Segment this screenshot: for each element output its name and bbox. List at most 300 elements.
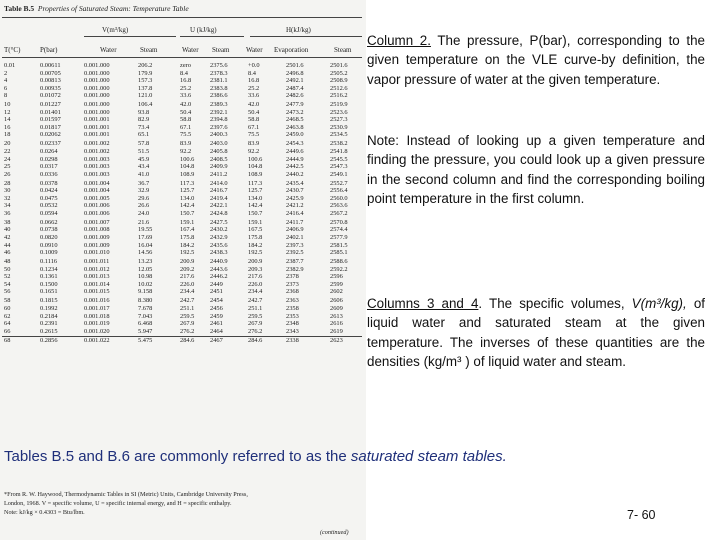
cell-u-steam: 2416.7 <box>210 187 228 195</box>
cell-v-water: 0.001.001 <box>84 131 110 139</box>
cell-temperature: 38 <box>4 218 11 226</box>
cell-temperature: 14 <box>4 116 11 124</box>
cell-v-steam: 121.0 <box>138 92 153 100</box>
cell-u-steam: 2414.0 <box>210 179 228 187</box>
cell-v-steam: 16.04 <box>138 241 153 249</box>
cell-temperature: 0.01 <box>4 62 16 69</box>
table-row <box>0 297 366 305</box>
cell-v-steam: 43.4 <box>138 163 150 171</box>
cell-temperature: 36 <box>4 209 11 217</box>
table-row <box>0 313 366 321</box>
cell-h-water: 217.6 <box>248 273 263 281</box>
cell-h-water: 226.0 <box>248 280 263 288</box>
cell-pressure: 0.0264 <box>40 148 58 156</box>
cell-h-steam: 2549.1 <box>330 170 348 178</box>
cell-v-steam: 10.02 <box>138 280 153 288</box>
cell-pressure: 0.01401 <box>40 108 61 116</box>
cell-u-water: 217.6 <box>180 273 195 281</box>
table-subtitle: Properties of Saturated Steam: Temperature Table <box>37 4 189 13</box>
cell-u-water: 276.2 <box>180 327 195 335</box>
cell-h-water: 175.8 <box>248 234 263 242</box>
cell-h-water: 251.1 <box>248 304 263 312</box>
table-continued-label: (continued) <box>320 529 349 536</box>
cell-h-steam: 2596 <box>330 273 343 281</box>
cell-v-water: 0.001.003 <box>84 170 110 178</box>
cell-pressure: 0.0378 <box>40 179 58 187</box>
cell-h-evaporation: 2463.8 <box>286 123 304 131</box>
col-header-pressure: P(bar) <box>40 46 58 54</box>
cell-h-steam: 2602 <box>330 288 343 296</box>
cell-pressure: 0.1500 <box>40 280 58 288</box>
cell-temperature: 60 <box>4 304 11 312</box>
cell-v-steam: 93.8 <box>138 108 150 116</box>
cell-pressure: 0.2615 <box>40 327 58 335</box>
cell-h-water: 276.2 <box>248 327 263 335</box>
cell-temperature: 48 <box>4 258 11 266</box>
cell-v-steam: 19.55 <box>138 226 153 234</box>
cell-u-water: 16.8 <box>180 77 192 85</box>
cell-temperature: 54 <box>4 280 11 288</box>
cell-h-water: 104.8 <box>248 163 263 171</box>
cell-u-water: 50.4 <box>180 108 192 116</box>
cell-temperature: 40 <box>4 226 11 234</box>
cell-u-water: 175.8 <box>180 234 195 242</box>
cell-u-water: 33.6 <box>180 92 192 100</box>
table-row <box>0 187 366 195</box>
cell-h-water: 200.9 <box>248 258 263 266</box>
cell-h-steam: 2560.0 <box>330 194 348 202</box>
cell-temperature: 32 <box>4 194 11 202</box>
cell-v-water: 0.001.001 <box>84 123 110 131</box>
cell-v-steam: 8.380 <box>138 297 153 305</box>
cell-h-water: 150.7 <box>248 209 263 217</box>
cell-u-steam: 2438.3 <box>210 249 228 257</box>
table-row <box>0 131 366 139</box>
cell-pressure: 0.1992 <box>40 304 58 312</box>
table-row <box>0 85 366 93</box>
cell-h-water: 83.9 <box>248 140 260 148</box>
cell-u-steam: 2464 <box>210 327 223 335</box>
cell-u-water: 142.4 <box>180 202 195 210</box>
cell-h-water: 209.3 <box>248 265 263 273</box>
explanation-column-2-text: The pressure, P(bar), corresponding to the given temperature on the VLE curve-by definition, the vapor pressure of water at the given temperature. <box>367 33 705 87</box>
cell-u-water: 117.3 <box>180 179 195 187</box>
cell-h-evaporation: 2348 <box>286 320 299 328</box>
cell-v-steam: 82.9 <box>138 116 150 124</box>
cell-pressure: 0.1234 <box>40 265 58 273</box>
cell-u-steam: 2405.8 <box>210 148 228 156</box>
cell-pressure: 0.01227 <box>40 101 61 109</box>
cell-u-steam: 2459 <box>210 312 223 320</box>
cell-v-steam: 7.678 <box>138 304 153 312</box>
cell-pressure: 0.01597 <box>40 116 61 124</box>
table-rule-bottom <box>2 336 362 337</box>
cell-u-steam: 2435.6 <box>210 241 228 249</box>
cell-v-steam: 13.23 <box>138 258 153 266</box>
cell-temperature: 18 <box>4 131 11 139</box>
cell-u-water: 200.9 <box>180 258 195 266</box>
table-row <box>0 219 366 227</box>
cell-pressure: 0.00705 <box>40 69 61 77</box>
cell-v-steam: 36.7 <box>138 179 150 187</box>
cell-u-water: 104.8 <box>180 163 195 171</box>
table-row <box>0 258 366 266</box>
col-header-v-steam: Steam <box>140 46 158 54</box>
cell-h-water: 284.6 <box>248 336 263 344</box>
cell-h-steam: 2588.6 <box>330 258 348 266</box>
cell-pressure: 0.0475 <box>40 194 58 202</box>
cell-temperature: 50 <box>4 265 11 273</box>
cell-v-water: 0.001.013 <box>84 273 110 281</box>
cell-temperature: 52 <box>4 273 11 281</box>
cell-h-steam: 2581.5 <box>330 241 348 249</box>
cell-v-water: 0.001.020 <box>84 327 110 335</box>
cell-v-steam: 41.0 <box>138 170 150 178</box>
cell-temperature: 28 <box>4 179 11 187</box>
cell-u-water: 192.5 <box>180 249 195 257</box>
cell-h-steam: 2619 <box>330 327 343 335</box>
cell-u-water: 75.5 <box>180 131 192 139</box>
cell-h-evaporation: 2373 <box>286 280 299 288</box>
table-row <box>0 124 366 132</box>
cell-v-steam: 106.4 <box>138 101 153 109</box>
cell-v-water: 0.001.012 <box>84 265 110 273</box>
table-row <box>0 273 366 281</box>
col-header-h-steam: Steam <box>334 46 352 54</box>
cell-v-steam: 157.3 <box>138 77 153 85</box>
cell-v-water: 0.001.006 <box>84 209 110 217</box>
cell-u-water: 226.0 <box>180 280 195 288</box>
cell-pressure: 0.1116 <box>40 258 58 266</box>
cell-h-steam: 2552.7 <box>330 179 348 187</box>
cell-u-water: 83.9 <box>180 140 192 148</box>
cell-h-evaporation: 2468.5 <box>286 116 304 124</box>
cell-h-water: 267.9 <box>248 320 263 328</box>
cell-v-water: 0.001.004 <box>84 187 110 195</box>
cell-h-evaporation: 2392.5 <box>286 249 304 257</box>
table-row <box>0 337 366 345</box>
cell-h-water: 92.2 <box>248 148 260 156</box>
cell-pressure: 0.0594 <box>40 209 58 217</box>
cell-v-water: 0.001.009 <box>84 234 110 242</box>
cell-temperature: 58 <box>4 297 11 305</box>
cell-pressure: 0.00813 <box>40 77 61 85</box>
cell-v-water: 0.001.007 <box>84 218 110 226</box>
explanation-note-label: Note: <box>367 133 400 148</box>
cell-u-steam: 2446.2 <box>210 273 228 281</box>
cell-v-steam: 73.4 <box>138 123 150 131</box>
cell-h-water: 259.5 <box>248 312 263 320</box>
cell-v-steam: 12.05 <box>138 265 153 273</box>
cell-h-evaporation: 2397.3 <box>286 241 304 249</box>
cell-u-steam: 2408.5 <box>210 155 228 163</box>
cell-h-evaporation: 2416.4 <box>286 209 304 217</box>
table-row <box>0 328 366 336</box>
cell-h-water: 25.2 <box>248 84 260 92</box>
cell-h-steam: 2599 <box>330 280 343 288</box>
cell-h-steam: 2613 <box>330 312 343 320</box>
cell-v-water: 0.001.006 <box>84 202 110 210</box>
table-row <box>0 140 366 148</box>
cell-h-evaporation: 2449.6 <box>286 148 304 156</box>
cell-h-water: 75.5 <box>248 131 260 139</box>
cell-pressure: 0.1361 <box>40 273 58 281</box>
explanation-columns-3-4-text: of liquid water and saturated steam at the given temperature. The inverses of these quantities are the densities (kg/m³ ) of liquid water and steam. <box>367 296 706 370</box>
cell-h-water: 108.9 <box>248 170 263 178</box>
cell-h-evaporation: 2487.4 <box>286 84 304 92</box>
cell-temperature: 64 <box>4 320 11 328</box>
cell-h-steam: 2616 <box>330 320 343 328</box>
cell-v-water: 0.001.001 <box>84 116 110 124</box>
cell-u-steam: 2386.6 <box>210 92 228 100</box>
cell-u-steam: 2456 <box>210 304 223 312</box>
cell-h-water: 242.7 <box>248 297 263 305</box>
table-row <box>0 234 366 242</box>
cell-v-steam: 45.9 <box>138 155 150 163</box>
cell-h-steam: 2567.2 <box>330 209 348 217</box>
table-row <box>0 92 366 100</box>
cell-u-water: 159.1 <box>180 218 195 226</box>
cell-u-water: 42.0 <box>180 101 192 109</box>
cell-h-steam: 2547.3 <box>330 163 348 171</box>
cell-v-water: 0.001.008 <box>84 226 110 234</box>
cell-temperature: 2 <box>4 69 8 77</box>
table-rule-top <box>2 17 362 18</box>
cell-h-steam: 2609 <box>330 304 343 312</box>
cell-pressure: 0.2184 <box>40 312 58 320</box>
cell-h-steam: 2577.9 <box>330 234 348 242</box>
cell-h-water: 50.4 <box>248 108 260 116</box>
cell-v-steam: 6.468 <box>138 320 153 328</box>
cell-h-water: 100.6 <box>248 155 263 163</box>
table-row <box>0 116 366 124</box>
col-header-temperature: T(°C) <box>4 46 21 54</box>
cell-temperature: 22 <box>4 148 11 156</box>
cell-h-steam: 2592.2 <box>330 265 348 273</box>
cell-u-steam: 2409.9 <box>210 163 228 171</box>
cell-u-steam: 2411.2 <box>210 170 228 178</box>
specific-volume-symbol: V(m³/kg), <box>631 296 687 311</box>
cell-temperature: 24 <box>4 155 11 163</box>
cell-v-steam: 9.158 <box>138 288 153 296</box>
table-body <box>0 62 366 344</box>
cell-u-steam: 2454 <box>210 297 223 305</box>
cell-v-water: 0.001.003 <box>84 155 110 163</box>
cell-u-water: 58.8 <box>180 116 192 124</box>
cell-v-steam: 10.98 <box>138 273 153 281</box>
cell-v-water: 0.001.010 <box>84 249 110 257</box>
cell-temperature: 30 <box>4 187 11 195</box>
cell-temperature: 34 <box>4 202 11 210</box>
cell-h-evaporation: 2363 <box>286 297 299 305</box>
cell-v-water: 0.001.014 <box>84 280 110 288</box>
cell-v-steam: 179.9 <box>138 69 153 77</box>
cell-h-steam: 2541.8 <box>330 148 348 156</box>
explanation-column-2 <box>367 31 705 89</box>
cell-h-water: 134.0 <box>248 194 263 202</box>
cell-temperature: 62 <box>4 312 11 320</box>
col-header-h-water: Water <box>246 46 263 54</box>
cell-u-water: 167.4 <box>180 226 195 234</box>
cell-h-water: 125.7 <box>248 187 263 195</box>
cell-h-evaporation: 2425.9 <box>286 194 304 202</box>
table-row <box>0 62 366 70</box>
cell-temperature: 12 <box>4 108 11 116</box>
explanation-note-text: Instead of looking up a given temperature and finding the pressure, you could look up a given pressure in the second column and find the corresponding boiling point temperature in the first column. <box>367 133 705 207</box>
cell-u-water: 150.7 <box>180 209 195 217</box>
cell-h-evaporation: 2421.2 <box>286 202 304 210</box>
caption-emphasis: saturated steam tables. <box>350 448 507 465</box>
cell-h-steam: 2516.2 <box>330 92 348 100</box>
cell-u-water: 234.4 <box>180 288 195 296</box>
page-number: 7- 60 <box>627 508 656 522</box>
cell-h-water: 184.2 <box>248 241 263 249</box>
cell-h-water: 117.3 <box>248 179 263 187</box>
cell-h-water: +0.0 <box>248 62 260 69</box>
cell-h-evaporation: 2411.7 <box>286 218 304 226</box>
cell-h-evaporation: 2473.2 <box>286 108 304 116</box>
cell-u-water: 8.4 <box>180 69 188 77</box>
cell-h-evaporation: 2387.7 <box>286 258 304 266</box>
cell-h-evaporation: 2353 <box>286 312 299 320</box>
cell-temperature: 10 <box>4 101 11 109</box>
cell-v-water: 0.001.000 <box>84 77 110 85</box>
cell-u-steam: 2400.3 <box>210 131 228 139</box>
cell-h-evaporation: 2482.6 <box>286 92 304 100</box>
caption-text: Tables B.5 and B.6 are commonly referred to as the <box>4 448 351 465</box>
cell-v-water: 0.001.017 <box>84 304 110 312</box>
cell-v-water: 0.001.000 <box>84 69 110 77</box>
cell-pressure: 0.02062 <box>40 131 61 139</box>
cell-h-water: 192.5 <box>248 249 263 257</box>
cell-v-steam: 65.1 <box>138 131 150 139</box>
cell-u-water: 134.0 <box>180 194 195 202</box>
cell-h-steam: 2545.5 <box>330 155 348 163</box>
cell-v-water: 0.001.000 <box>84 108 110 116</box>
cell-v-water: 0.001.004 <box>84 179 110 187</box>
table-row <box>0 70 366 78</box>
cell-v-water: 0.001.000 <box>84 62 110 69</box>
cell-u-water: 100.6 <box>180 155 195 163</box>
cell-pressure: 0.0336 <box>40 170 58 178</box>
explanation-column-2-label: Column 2. <box>367 33 431 48</box>
cell-h-evaporation: 2459.0 <box>286 131 304 139</box>
cell-h-water: 33.6 <box>248 92 260 100</box>
cell-temperature: 46 <box>4 249 11 257</box>
table-row <box>0 156 366 164</box>
cell-pressure: 0.0317 <box>40 163 58 171</box>
cell-h-steam: 2570.8 <box>330 218 348 226</box>
table-row <box>0 226 366 234</box>
cell-pressure: 0.00935 <box>40 84 61 92</box>
cell-pressure: 0.0662 <box>40 218 58 226</box>
cell-v-water: 0.001.016 <box>84 297 110 305</box>
cell-u-water: 259.5 <box>180 312 195 320</box>
cell-u-steam: 2443.6 <box>210 265 228 273</box>
cell-h-evaporation: 2382.9 <box>286 265 304 273</box>
cell-h-steam: 2563.6 <box>330 202 348 210</box>
cell-u-steam: 2449 <box>210 280 223 288</box>
cell-u-water: 25.2 <box>180 84 192 92</box>
cell-pressure: 0.1815 <box>40 297 58 305</box>
cell-pressure: 0.0738 <box>40 226 58 234</box>
table-row <box>0 320 366 328</box>
cell-u-steam: 2424.8 <box>210 209 228 217</box>
cell-u-steam: 2419.4 <box>210 194 228 202</box>
cell-pressure: 0.2856 <box>40 336 58 344</box>
cell-h-steam: 2519.9 <box>330 101 348 109</box>
cell-h-water: 16.8 <box>248 77 260 85</box>
table-footnote-symbols: London, 1968. V = specific volume, U = specific internal energy, and H = specific enthalpy. <box>4 500 232 507</box>
cell-v-water: 0.001.015 <box>84 288 110 296</box>
volume-unit-header: V(m³/kg) <box>102 26 129 34</box>
cell-u-steam: 2378.3 <box>210 69 228 77</box>
cell-u-water: 67.1 <box>180 123 192 131</box>
col-header-u-water: Water <box>182 46 199 54</box>
cell-u-steam: 2375.6 <box>210 62 228 69</box>
cell-pressure: 0.1009 <box>40 249 58 257</box>
cell-u-steam: 2432.9 <box>210 234 228 242</box>
cell-v-steam: 32.9 <box>138 187 150 195</box>
table-footnote-conversion: Note: kJ/kg × 0.4303 = Btu/lbm. <box>4 509 85 516</box>
cell-h-water: 8.4 <box>248 69 256 77</box>
table-footnote-source: *From R. W. Haywood, Thermodynamic Tables in SI (Metric) Units, Cambridge University Press, <box>4 491 248 498</box>
cell-h-evaporation: 2496.8 <box>286 69 304 77</box>
cell-pressure: 0.0298 <box>40 155 58 163</box>
cell-v-steam: 26.6 <box>138 202 150 210</box>
cell-h-steam: 2574.4 <box>330 226 348 234</box>
table-row <box>0 202 366 210</box>
cell-h-evaporation: 2378 <box>286 273 299 281</box>
cell-pressure: 0.01817 <box>40 123 61 131</box>
cell-u-steam: 2397.6 <box>210 123 228 131</box>
cell-h-water: 42.0 <box>248 101 260 109</box>
cell-h-evaporation: 2444.9 <box>286 155 304 163</box>
cell-temperature: 44 <box>4 241 11 249</box>
table-row <box>0 266 366 274</box>
table-row <box>0 288 366 296</box>
cell-h-evaporation: 2501.6 <box>286 62 304 69</box>
cell-h-steam: 2527.3 <box>330 116 348 124</box>
cell-v-water: 0.001.022 <box>84 336 110 344</box>
cell-v-steam: 5.947 <box>138 327 153 335</box>
cell-h-steam: 2556.4 <box>330 187 348 195</box>
cell-pressure: 0.01072 <box>40 92 61 100</box>
cell-temperature: 26 <box>4 170 11 178</box>
table-title: Table B.5 Properties of Saturated Steam: Temperature Table <box>4 4 189 13</box>
cell-temperature: 6 <box>4 84 8 92</box>
cell-v-water: 0.001.000 <box>84 84 110 92</box>
cell-h-evaporation: 2402.1 <box>286 234 304 242</box>
cell-pressure: 0.0910 <box>40 241 58 249</box>
cell-u-water: 209.2 <box>180 265 195 273</box>
cell-h-evaporation: 2442.5 <box>286 163 304 171</box>
cell-h-steam: 2523.6 <box>330 108 348 116</box>
cell-h-steam: 2534.5 <box>330 131 348 139</box>
table-row <box>0 148 366 156</box>
cell-u-water: 184.2 <box>180 241 195 249</box>
slide-caption <box>4 448 704 465</box>
cell-u-steam: 2403.0 <box>210 140 228 148</box>
cell-u-steam: 2461 <box>210 320 223 328</box>
cell-pressure: 0.02337 <box>40 140 61 148</box>
cell-v-steam: 21.6 <box>138 218 150 226</box>
table-row <box>0 109 366 117</box>
table-row <box>0 210 366 218</box>
cell-h-evaporation: 2477.9 <box>286 101 304 109</box>
col-header-h-evap: Evaporation <box>274 46 309 54</box>
cell-h-steam: 2501.6 <box>330 62 348 69</box>
